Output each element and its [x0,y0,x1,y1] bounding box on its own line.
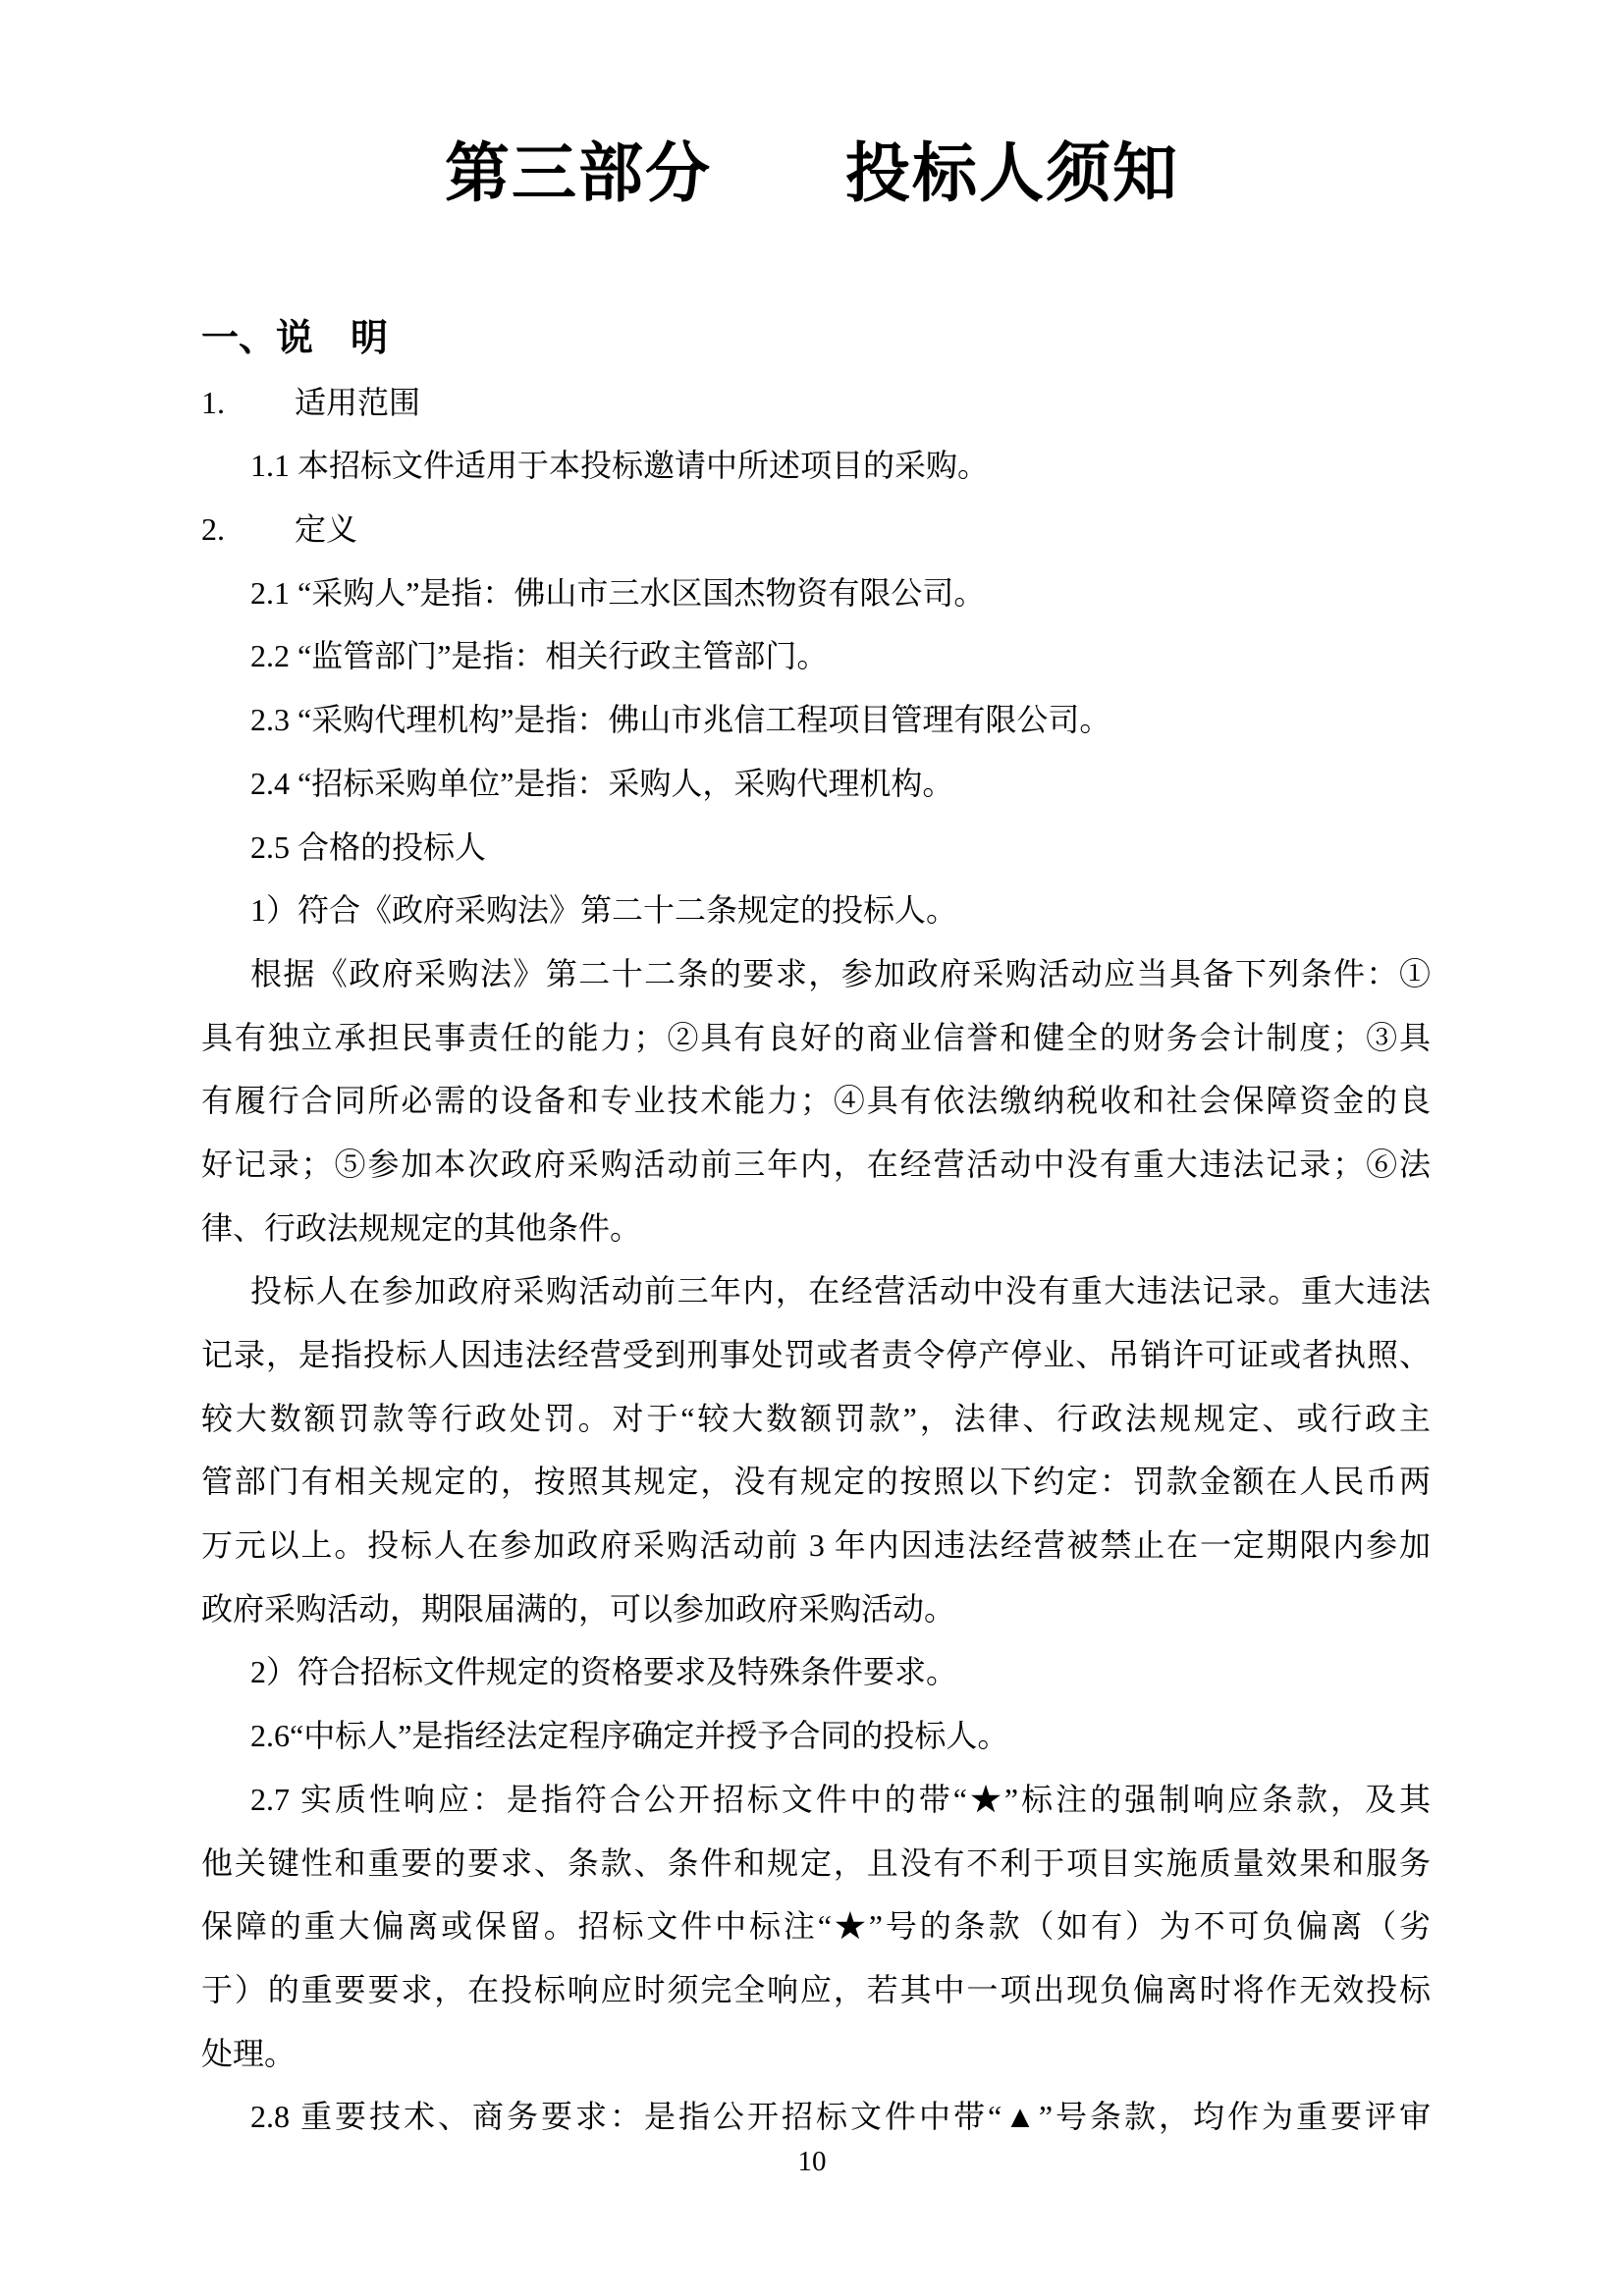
line-text: 2）符合招标文件规定的资格要求及特殊条件要求。 [250,1654,958,1690]
line-text: 2.1 “采购人”是指：佛山市三水区国杰物资有限公司。 [250,574,986,611]
line-text: 1.1 本招标文件适用于本投标邀请中所述项目的采购。 [250,448,990,484]
line-text: 根据《政府采购法》第二十二条的要求，参加政府采购活动应当具备下列条件：① [250,955,1431,991]
text-line [201,1323,1431,1387]
text-line [201,1006,1431,1070]
line-text: 2.4 “招标采购单位”是指：采购人，采购代理机构。 [250,765,954,801]
text-line [201,624,1431,688]
text-line [201,1259,1431,1323]
line-text: 保障的重大偏离或保留。招标文件中标注“★”号的条款（如有）为不可负偏离（劣 [201,1908,1431,1945]
line-text: 定义 [295,511,358,548]
line-text: 处理。 [201,2035,297,2071]
page-title: 第三部分 投标人须知 [445,136,1179,209]
text-line [201,307,1431,371]
line-text: 2.7 实质性响应：是指符合公开招标文件中的带“★”标注的强制响应条款，及其 [250,1781,1431,1817]
text-line [201,1704,1431,1768]
line-text: 2.8 重要技术、商务要求：是指公开招标文件中带“▲”号条款，均作为重要评审 [250,2099,1431,2135]
line-text: 2.3 “采购代理机构”是指：佛山市兆信工程项目管理有限公司。 [250,702,1111,738]
list-marker: 1. [201,384,225,420]
line-text: 有履行合同所必需的设备和专业技术能力；④具有依法缴纳税收和社会保障资金的良 [201,1083,1431,1119]
line-text: 2.2 “监管部门”是指：相关行政主管部门。 [250,638,829,674]
line-text: 1）符合《政府采购法》第二十二条规定的投标人。 [250,892,958,929]
line-text: 他关键性和重要的要求、条款、条件和规定，且没有不利于项目实施质量效果和服务 [201,1844,1431,1881]
document-body [201,307,1431,2149]
text-line [201,1958,1431,2022]
text-line [201,1133,1431,1197]
text-line [201,1514,1431,1577]
text-line [201,1832,1431,1896]
line-text: 万元以上。投标人在参加政府采购活动前 3 年内因违法经营被禁止在一定期限内参加 [201,1527,1431,1564]
text-line [201,434,1431,498]
text-line [201,1768,1431,1832]
line-text: 较大数额罚款等行政处罚。对于“较大数额罚款”，法律、行政法规规定、或行政主 [201,1400,1431,1436]
text-line [201,1577,1431,1641]
text-line [201,2022,1431,2086]
text-line [201,879,1431,942]
line-text: 律、行政法规规定的其他条件。 [201,1209,642,1246]
text-line [201,1450,1431,1514]
line-text: 于）的重要要求，在投标响应时须完全响应，若其中一项出现负偏离时将作无效投标 [201,1971,1431,2007]
line-text: 适用范围 [295,384,421,420]
text-line [201,1197,1431,1260]
text-line [201,752,1431,816]
text-line [201,1387,1431,1451]
text-line [201,1640,1431,1704]
line-text: 政府采购活动，期限届满的，可以参加政府采购活动。 [201,1590,956,1627]
line-text: 投标人在参加政府采购活动前三年内，在经营活动中没有重大违法记录。重大违法 [250,1273,1431,1309]
line-text: 管部门有相关规定的，按照其规定，没有规定的按照以下约定：罚款金额在人民币两 [201,1464,1431,1500]
text-line [201,816,1431,880]
line-text: 2.5 合格的投标人 [250,828,487,865]
text-line [201,942,1431,1006]
line-text: 记录，是指投标人因违法经营受到刑事处罚或者责令停产停业、吊销许可证或者执照、 [201,1337,1431,1372]
text-line [201,1069,1431,1133]
line-text: 好记录；⑤参加本次政府采购活动前三年内，在经营活动中没有重大违法记录；⑥法 [201,1146,1431,1182]
line-text: 具有独立承担民事责任的能力；②具有良好的商业信誉和健全的财务会计制度；③具 [201,1019,1431,1055]
list-marker: 2. [201,511,225,548]
text-line [201,371,1431,435]
text-line [201,1895,1431,1958]
text-line [201,498,1431,561]
page-number: 10 [797,2146,827,2177]
text-line [201,688,1431,752]
text-line [201,561,1431,625]
line-text: 2.6“中标人”是指经法定程序确定并授予合同的投标人。 [250,1718,1009,1754]
line-text: 一、说 明 [201,318,389,359]
